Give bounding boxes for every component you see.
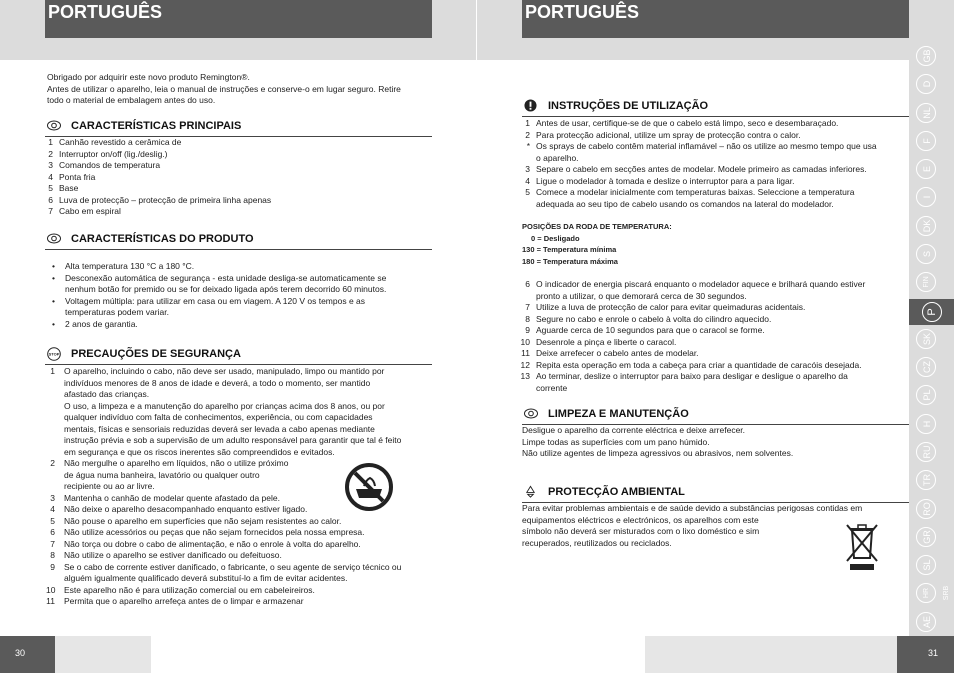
- item-text: Desenrole a pinça e liberte o caracol.: [536, 336, 677, 347]
- list-item: [512, 302, 912, 314]
- item-text: Não torça ou dobre o cabo de alimentação, e não o enrole à volta do aparelho.: [64, 538, 361, 549]
- item-text: Não pouse o aparelho em superfícies que não sejam resistentes ao calor.: [64, 515, 342, 526]
- item-text: qualquer indivíduo com falta de conhecimentos, experiência, ou com capacidades: [64, 412, 373, 422]
- list-item: [46, 585, 436, 597]
- item-text: O aparelho, incluindo o cabo, não deve ser usado, manipulado, limpo ou mantido por: [64, 366, 385, 376]
- list-item: [512, 371, 912, 394]
- temperature-line: 130 = Temperatura mínima: [522, 245, 617, 254]
- item-number: 11: [46, 596, 55, 606]
- list-item: [512, 314, 912, 326]
- item-text: Voltagem múltipla: para utilizar em casa ou em viagem. A 120 V os tempos e as: [65, 295, 366, 306]
- item-text: Ligue o modelador à tomada e deslize o interruptor para a para ligar.: [536, 175, 795, 186]
- language-tab-ae[interactable]: AE: [916, 612, 936, 632]
- item-text: O uso, a limpeza e a manutenção do aparelho por crianças acima dos 8 anos, ou por: [64, 400, 385, 411]
- item-text: Repita esta operação em toda a cabeça para criar a quantidade de caracóis desejada.: [536, 359, 862, 370]
- list-item: [512, 130, 912, 142]
- item-text: Utilize a luva de protecção de calor para evitar queimaduras acidentais.: [536, 302, 806, 312]
- item-text: Mantenha o canhão de modelar quente afastado da pele.: [64, 492, 280, 503]
- item-text: adequada ao seu tipo de cabelo usando os comandos na lateral do modelador.: [536, 198, 834, 209]
- section-heading: PROTECÇÃO AMBIENTAL: [548, 486, 685, 498]
- instructions-list-continued: [512, 279, 912, 394]
- item-number: 7: [50, 538, 55, 549]
- item-text: Permita que o aparelho arrefeça antes de o limpar e armazenar: [64, 596, 304, 606]
- list-item: [35, 183, 435, 195]
- language-tab-pl[interactable]: PL: [916, 385, 936, 405]
- item-number: *: [526, 141, 530, 151]
- item-number: 4: [48, 171, 53, 182]
- temperature-line: 0 = Desligado: [531, 233, 580, 243]
- item-number: 5: [50, 515, 55, 526]
- item-text: Alta temperatura 130 °C a 180 °C.: [65, 261, 195, 271]
- item-number: 1: [525, 118, 530, 128]
- cleaning-line: Desligue o aparelho da corrente eléctrica e deixe arrefecer.: [522, 425, 746, 435]
- item-text: temperaturas podem variar.: [65, 307, 169, 317]
- language-tab-tr[interactable]: TR: [916, 470, 936, 490]
- language-tab-nl[interactable]: NL: [916, 103, 936, 123]
- item-number: 3: [525, 164, 530, 174]
- language-tab-p[interactable]: [909, 299, 954, 325]
- left-page-number: 30: [0, 636, 55, 673]
- language-tab-fin[interactable]: FIN: [916, 272, 936, 292]
- item-text: alguém igualmente qualificado deverá substituí-lo a fim de evitar acidentes.: [64, 573, 348, 583]
- item-number: 5: [525, 187, 530, 197]
- item-text: Separe o cabelo em secções antes de modelar. Modele primeiro as camadas inferiores.: [536, 164, 867, 174]
- section-safety: [45, 347, 432, 365]
- item-text: Luva de protecção – protecção de primeira linha apenas: [59, 194, 272, 205]
- warning-icon: [524, 99, 537, 112]
- item-text: Se o cabo de corrente estiver danificado, o fabricante, o seu agente de serviço técnico ou: [64, 561, 402, 572]
- section-heading: LIMPEZA E MANUTENÇÃO: [548, 408, 689, 420]
- right-page-title: PORTUGUÊS: [522, 0, 909, 38]
- item-text: Não utilize o aparelho se estiver danificado ou defeituoso.: [64, 550, 282, 560]
- item-text: Segure no cabo e enrole o cabelo à volta do cilindro aquecido.: [536, 313, 772, 324]
- bullet-item: [46, 296, 436, 319]
- list-item: [512, 176, 912, 188]
- eye-icon: [47, 233, 61, 244]
- list-item: [35, 149, 435, 161]
- temperature-title: POSIÇÕES DA RODA DE TEMPERATURA:: [522, 222, 672, 231]
- item-text: nenhum botão for premido ou se for deixado ligada após terem decorrido 60 minutos.: [65, 284, 387, 294]
- item-number: 10: [46, 584, 56, 595]
- bullet: •: [52, 318, 55, 329]
- language-tab-ro[interactable]: RO: [916, 499, 936, 519]
- language-tab-s[interactable]: S: [916, 244, 936, 264]
- section-heading: INSTRUÇÕES DE UTILIZAÇÃO: [548, 100, 709, 112]
- item-text: Base: [59, 183, 79, 193]
- section-main-features: [45, 119, 432, 137]
- item-text: o aparelho.: [536, 152, 579, 163]
- item-text: Canhão revestido a cerâmica de: [59, 137, 182, 147]
- crossed-bin-icon: [842, 520, 882, 572]
- eye-icon: [524, 408, 538, 419]
- item-text: Para protecção adicional, utilize um spray de protecção contra o calor.: [536, 129, 801, 140]
- stop-icon: [47, 347, 61, 361]
- item-number: 1: [50, 366, 55, 376]
- cleaning-line: Limpe todas as superfícies com um pano húmido.: [522, 436, 710, 447]
- temperature-positions: [522, 221, 822, 267]
- cleaning-line: Não utilize agentes de limpeza agressivos ou abrasivos, nem solventes.: [522, 448, 794, 458]
- item-number: 8: [50, 550, 55, 560]
- list-item: [35, 137, 435, 149]
- item-number: 12: [520, 359, 530, 370]
- intro-line: todo o material de embalagem antes do uso.: [47, 95, 216, 105]
- main-features-list: [35, 137, 435, 218]
- language-tab-gb[interactable]: GB: [916, 46, 936, 66]
- item-text: Não utilize acessórios ou peças que não sejam fornecidos pela nossa empresa.: [64, 527, 365, 537]
- section-product-features: [45, 232, 432, 250]
- language-tabs: [909, 42, 954, 636]
- list-item: [35, 160, 435, 172]
- list-item: [512, 187, 912, 210]
- item-number: 8: [525, 313, 530, 324]
- language-tab-hr-srb[interactable]: HR SRB: [916, 583, 936, 603]
- item-text: Comece a modelar inicialmente com temperaturas baixas. Seleccione a temperatura: [536, 187, 855, 197]
- item-number: 3: [50, 492, 55, 503]
- eye-icon: [47, 120, 61, 131]
- list-item: [46, 539, 436, 551]
- item-number: 2: [48, 148, 53, 159]
- item-text: pronto a utilizar, o que demorará cerca de 30 segundos.: [536, 290, 747, 301]
- list-item: [35, 172, 435, 184]
- item-text: Este aparelho não é para utilização comercial ou em cabeleireiros.: [64, 584, 315, 595]
- language-tab-gr[interactable]: GR: [916, 527, 936, 547]
- list-item: [46, 516, 436, 528]
- item-text: Não mergulhe o aparelho em líquidos, não o utilize próximo: [64, 458, 289, 468]
- item-number: 13: [520, 371, 530, 381]
- item-number: 2: [50, 458, 55, 468]
- item-text: corrente: [536, 382, 568, 393]
- environment-line: equipamentos eléctricos e electrónicos, os aparelhos com este: [522, 514, 759, 525]
- language-tab-sl[interactable]: SL: [916, 555, 936, 575]
- item-text: Interruptor on/off (lig./deslig.): [59, 148, 168, 159]
- language-tab-h[interactable]: H: [916, 414, 936, 434]
- item-number: 5: [48, 183, 53, 193]
- item-text: O indicador de energia piscará enquanto o modelador aquece e brilhará quando estiver: [536, 279, 866, 289]
- item-text: 2 anos de garantia.: [65, 318, 138, 329]
- item-text: instrução prévia e sob a supervisão de um adulto responsável para garantir que tal é feito: [64, 435, 402, 445]
- item-number: 2: [525, 129, 530, 140]
- list-item: [512, 141, 912, 164]
- temperature-line: 180 = Temperatura máxima: [522, 256, 618, 266]
- bullet: •: [52, 261, 55, 271]
- right-page-number: 31: [897, 636, 954, 673]
- list-item: [46, 550, 436, 562]
- item-number: 4: [50, 504, 55, 514]
- section-instructions: [522, 99, 909, 117]
- item-text: em segurança e que os riscos inerentes são compreendidos e evitados.: [64, 446, 335, 457]
- item-number: 9: [50, 561, 55, 572]
- language-tab-e[interactable]: E: [916, 159, 936, 179]
- list-item: [46, 596, 436, 608]
- item-number: 10: [520, 336, 530, 347]
- list-item: [46, 562, 436, 585]
- list-item: [35, 206, 435, 218]
- item-text: Aguarde cerca de 10 segundos para que o caracol se forme.: [536, 325, 765, 335]
- left-page-title: PORTUGUÊS: [45, 0, 432, 38]
- environment-line: recuperados, reutilizados ou reciclados.: [522, 537, 672, 548]
- bullet-item: [46, 273, 436, 296]
- recycle-icon: [524, 485, 537, 498]
- section-cleaning: [522, 407, 909, 425]
- bullet-item: [46, 261, 436, 273]
- right-footer-band: [645, 636, 909, 673]
- list-item: [46, 527, 436, 539]
- item-text: recipiente ou ao ar livre.: [64, 481, 155, 491]
- item-text: Cabo em espiral: [59, 206, 121, 216]
- item-text: mentais, físicas e sensoriais reduzidas deverá ser levada a cabo apenas mediante: [64, 423, 375, 434]
- item-text: de água numa banheira, lavatório ou qualquer outro: [64, 469, 260, 480]
- item-text: Ponta fria: [59, 171, 96, 182]
- intro-line: Antes de utilizar o aparelho, leia o manual de instruções e conserve-o em lugar seguro. Retire: [47, 83, 401, 94]
- list-item: [512, 164, 912, 176]
- item-number: 6: [525, 279, 530, 289]
- item-text: Comandos de temperatura: [59, 160, 161, 170]
- section-heading: PRECAUÇÕES DE SEGURANÇA: [71, 348, 241, 360]
- environment-line: símbolo não deverá ser misturados com o lixo doméstico e sim: [522, 526, 760, 536]
- item-number: 9: [525, 325, 530, 335]
- language-tab-dk[interactable]: DK: [916, 216, 936, 236]
- item-number: 7: [525, 302, 530, 312]
- language-tab-i[interactable]: I: [916, 187, 936, 207]
- language-tab-d[interactable]: D: [916, 74, 936, 94]
- item-text: Deixe arrefecer o cabelo antes de modelar.: [536, 348, 699, 358]
- no-water-icon: [344, 462, 394, 512]
- instructions-list: [512, 118, 912, 210]
- section-heading: CARACTERÍSTICAS PRINCIPAIS: [71, 120, 242, 132]
- intro-line: Obrigado por adquirir este novo produto Remington®.: [47, 72, 250, 82]
- product-features-list: [46, 261, 436, 330]
- stop-icon-text: STOP: [48, 351, 60, 357]
- item-text: Os sprays de cabelo contêm material inflamável – não os utilize ao mesmo tempo que usa: [536, 141, 877, 151]
- section-environment: [522, 485, 909, 503]
- section-heading: CARACTERÍSTICAS DO PRODUTO: [71, 233, 254, 245]
- environment-line: Para evitar problemas ambientais e de saúde devido a substâncias perigosas contidas em: [522, 503, 863, 513]
- list-item: [512, 279, 912, 302]
- item-number: 4: [525, 175, 530, 186]
- list-item: [46, 366, 436, 458]
- item-number: 1: [48, 137, 53, 147]
- item-text: indivíduos menores de 8 anos de idade e deverá, a todo o momento, ser mantido: [64, 377, 371, 388]
- language-tab-sk[interactable]: SK: [916, 329, 936, 349]
- item-number: 7: [48, 206, 53, 216]
- list-item: [512, 348, 912, 360]
- item-number: 11: [521, 348, 530, 358]
- bullet: •: [52, 295, 55, 306]
- item-text: Ao terminar, deslize o interruptor para baixo para desligar e desligue o aparelho da: [536, 371, 848, 381]
- language-tab-ru[interactable]: RU: [916, 442, 936, 462]
- intro-text: [47, 72, 437, 107]
- list-item: [512, 337, 912, 349]
- item-text: Não deixe o aparelho desacompanhado enquanto estiver ligado.: [64, 504, 308, 514]
- item-number: 6: [48, 194, 53, 205]
- item-text: Desconexão automática de segurança - esta unidade desliga-se automaticamente se: [65, 272, 387, 283]
- item-text: afastado das crianças.: [64, 389, 150, 399]
- bullet-item: [46, 319, 436, 331]
- item-number: 6: [50, 527, 55, 537]
- list-item: [512, 360, 912, 372]
- language-tab-label: P: [922, 302, 942, 322]
- list-item: [512, 118, 912, 130]
- language-tab-f[interactable]: F: [916, 131, 936, 151]
- list-item: [512, 325, 912, 337]
- cleaning-text: [522, 425, 912, 460]
- item-number: 3: [48, 160, 53, 170]
- bullet: •: [52, 272, 55, 283]
- item-text: Antes de usar, certifique-se de que o cabelo está limpo, seco e desembaraçado.: [536, 118, 839, 128]
- list-item: [35, 195, 435, 207]
- language-tab-cz[interactable]: CZ: [916, 357, 936, 377]
